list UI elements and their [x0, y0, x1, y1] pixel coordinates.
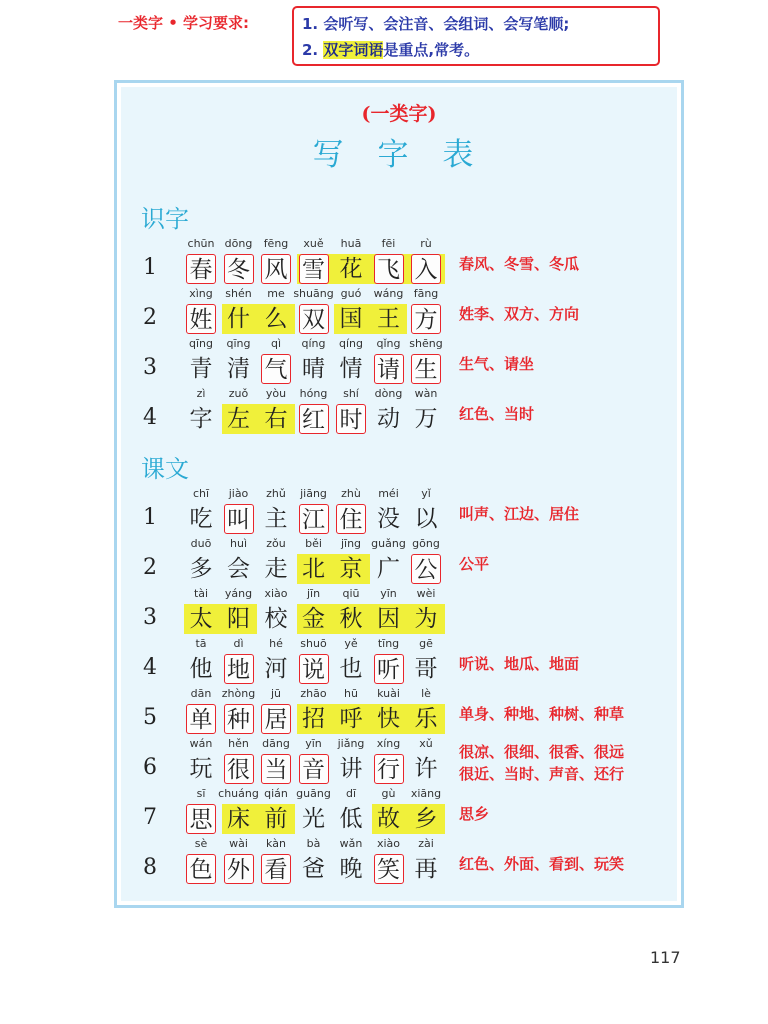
pinyin: dān [190, 687, 212, 700]
pinyin: jīn [306, 587, 321, 600]
word-example-line: 很凉、很细、很香、很远 [459, 743, 625, 761]
page-number: 117 [650, 948, 681, 967]
boxed-character: 行 [374, 754, 404, 784]
row-number: 8 [143, 855, 157, 880]
pinyin: qián [264, 787, 288, 800]
pinyin: qíng [339, 337, 363, 350]
boxed-character: 色 [186, 854, 216, 884]
pinyin: xuě [303, 237, 324, 250]
boxed-character: 住 [336, 504, 366, 534]
pinyin: zì [196, 387, 206, 400]
char-row [121, 687, 683, 737]
boxed-character: 单 [186, 704, 216, 734]
pinyin: kuài [377, 687, 400, 700]
pinyin: wèi [416, 587, 436, 600]
word-examples [459, 503, 579, 525]
section-title: 课文 [141, 455, 189, 483]
pinyin: jū [270, 687, 282, 700]
pinyin: wài [229, 837, 248, 850]
pinyin: dāng [262, 737, 290, 750]
character: 讲 [339, 756, 363, 782]
pinyin: duō [190, 537, 212, 550]
boxed-character: 双 [299, 304, 329, 334]
pinyin: wán [189, 737, 213, 750]
requirement-line-2 [302, 37, 650, 63]
char-row [121, 837, 683, 887]
word-examples [459, 303, 579, 325]
boxed-character: 很 [224, 754, 254, 784]
pinyin: shēng [409, 337, 443, 350]
word-examples [459, 553, 489, 575]
pinyin: zài [418, 837, 434, 850]
character: 前 [264, 806, 288, 832]
pinyin: sè [194, 837, 208, 850]
row-number: 2 [143, 305, 157, 330]
boxed-character: 冬 [224, 254, 254, 284]
pinyin: zhāo [300, 687, 327, 700]
character: 他 [189, 656, 213, 682]
boxed-character: 叫 [224, 504, 254, 534]
pinyin: xiào [376, 837, 401, 850]
char-row [121, 537, 683, 587]
word-example-line: 红色、外面、看到、玩笑 [459, 855, 625, 873]
pinyin: tài [193, 587, 209, 600]
pinyin: guǎng [371, 537, 406, 550]
word-example-line: 叫声、江边、居住 [459, 505, 580, 523]
boxed-character: 说 [299, 654, 329, 684]
character: 花 [339, 256, 363, 282]
pinyin: fāng [413, 287, 439, 300]
pinyin: huì [230, 537, 247, 550]
character: 校 [264, 606, 288, 632]
pinyin: zhù [341, 487, 361, 500]
boxed-character: 看 [261, 854, 291, 884]
row-number: 1 [143, 505, 157, 530]
char-cell [408, 737, 444, 787]
character: 会 [227, 556, 250, 582]
requirement-line-1: 1. 会听写、会注音、会组词、会写笔顺; [302, 15, 570, 33]
pinyin: zǒu [266, 537, 286, 550]
pinyin: jiǎng [337, 737, 365, 750]
pinyin: qì [270, 337, 282, 350]
pinyin: yáng [224, 587, 253, 600]
row-number: 2 [143, 555, 157, 580]
pinyin: gē [419, 637, 433, 650]
character: 京 [339, 556, 363, 582]
boxed-character: 春 [186, 254, 216, 284]
character: 吃 [189, 506, 213, 532]
word-examples [459, 353, 534, 375]
requirement-line-2-suffix: 是重点,常考。 [383, 41, 480, 59]
boxed-character: 种 [224, 704, 254, 734]
character: 走 [264, 556, 288, 582]
char-cell [408, 387, 444, 437]
char-cell [408, 237, 444, 287]
word-examples [459, 741, 624, 785]
boxed-character: 外 [224, 854, 254, 884]
boxed-character: 风 [261, 254, 291, 284]
character: 动 [377, 406, 400, 432]
boxed-character: 雪 [299, 254, 329, 284]
requirements-box [292, 6, 660, 66]
boxed-character: 时 [336, 404, 366, 434]
requirements-label: 一类字 • 学习要求: [118, 14, 250, 32]
pinyin: dòng [374, 387, 403, 400]
character: 低 [339, 806, 363, 832]
pinyin: chuáng [218, 787, 259, 800]
character: 晴 [302, 356, 325, 382]
pinyin: xǔ [419, 737, 433, 750]
pinyin: dì [233, 637, 244, 650]
character: 秋 [339, 606, 363, 632]
character: 没 [377, 506, 400, 532]
pinyin: xìng [189, 287, 213, 300]
pinyin: méi [378, 487, 399, 500]
character: 爸 [302, 856, 325, 882]
boxed-character: 听 [374, 654, 404, 684]
word-examples [459, 853, 624, 875]
pinyin: shí [343, 387, 359, 400]
pinyin: jīng [340, 537, 362, 550]
character: 床 [227, 806, 250, 832]
char-row [121, 387, 683, 437]
word-example-line: 很近、当时、声音、还行 [459, 765, 625, 783]
boxed-character: 请 [374, 354, 404, 384]
boxed-character: 思 [186, 804, 216, 834]
pinyin: jiāng [300, 487, 327, 500]
char-row [121, 587, 683, 637]
word-example-line: 公平 [459, 555, 490, 573]
pinyin: zhòng [221, 687, 256, 700]
pinyin: zhǔ [266, 487, 286, 500]
pinyin: me [267, 287, 285, 300]
character: 右 [264, 406, 288, 432]
pinyin: gōng [412, 537, 440, 550]
char-row [121, 337, 683, 387]
word-example-line: 生气、请坐 [459, 355, 535, 373]
requirement-line-2-prefix: 2. [302, 41, 324, 59]
pinyin: hěn [228, 737, 249, 750]
word-example-line: 单身、种地、种树、种草 [459, 705, 625, 723]
boxed-character: 飞 [374, 254, 404, 284]
char-cell [408, 637, 444, 687]
pinyin: yòu [265, 387, 287, 400]
boxed-character: 方 [411, 304, 441, 334]
character: 多 [189, 556, 213, 582]
pinyin: tā [195, 637, 207, 650]
chart-title: 写 字 表 [312, 137, 486, 173]
pinyin: dī [345, 787, 357, 800]
char-row [121, 237, 683, 287]
character: 招 [302, 706, 325, 732]
pinyin: chī [192, 487, 210, 500]
pinyin: shuāng [293, 287, 334, 300]
word-examples [459, 403, 534, 425]
character: 也 [339, 656, 363, 682]
panel-inner [121, 87, 677, 901]
pinyin: wàn [414, 387, 438, 400]
character: 许 [414, 756, 438, 782]
pinyin: xiào [264, 587, 288, 600]
character: 左 [227, 406, 250, 432]
character: 青 [189, 356, 213, 382]
char-cell [408, 687, 444, 737]
pinyin: běi [305, 537, 322, 550]
pinyin: huā [340, 237, 362, 250]
character: 光 [302, 806, 325, 832]
character: 国 [339, 306, 363, 332]
character: 晚 [339, 856, 363, 882]
word-example-line: 姓李、双方、方向 [459, 305, 580, 323]
word-example-line: 思乡 [459, 805, 490, 823]
row-number: 5 [143, 705, 157, 730]
boxed-character: 入 [411, 254, 441, 284]
pinyin: hū [344, 687, 358, 700]
word-example-line: 春风、冬雪、冬瓜 [459, 255, 580, 273]
char-cell [408, 537, 444, 587]
pinyin: shuō [300, 637, 327, 650]
boxed-character: 地 [224, 654, 254, 684]
pinyin: hóng [299, 387, 328, 400]
pinyin: sī [196, 787, 206, 800]
row-number: 1 [143, 255, 157, 280]
pinyin: fēng [263, 237, 289, 250]
pinyin: xiāng [410, 787, 442, 800]
character: 呼 [339, 706, 363, 732]
word-example-line: 红色、当时 [459, 405, 535, 423]
word-examples [459, 253, 579, 275]
pinyin: qīng [226, 337, 251, 350]
char-row [121, 637, 683, 687]
pinyin: chūn [187, 237, 215, 250]
character: 玩 [189, 756, 213, 782]
character: 金 [302, 606, 325, 632]
boxed-character: 公 [411, 554, 441, 584]
word-example-line: 听说、地瓜、地面 [459, 655, 580, 673]
char-cell [408, 287, 444, 337]
character: 再 [414, 856, 438, 882]
pinyin: yīn [380, 587, 397, 600]
character: 情 [339, 356, 363, 382]
word-examples [459, 803, 489, 825]
boxed-character: 气 [261, 354, 291, 384]
character: 字 [189, 406, 213, 432]
row-number: 7 [143, 805, 157, 830]
boxed-character: 生 [411, 354, 441, 384]
character: 哥 [414, 656, 438, 682]
char-cell [408, 487, 444, 537]
section-title: 识字 [141, 205, 189, 233]
pinyin: wǎn [339, 837, 363, 850]
character: 王 [377, 306, 400, 332]
pinyin: fēi [381, 237, 396, 250]
character: 因 [377, 606, 400, 632]
boxed-character: 姓 [186, 304, 216, 334]
character: 主 [264, 506, 288, 532]
boxed-character: 居 [261, 704, 291, 734]
row-number: 3 [143, 355, 157, 380]
chart-subtitle: (一类字) [361, 103, 437, 125]
character: 乐 [414, 706, 438, 732]
character: 么 [264, 306, 288, 332]
row-number: 4 [143, 655, 157, 680]
pinyin: yě [344, 637, 358, 650]
char-cell [408, 337, 444, 387]
pinyin: gù [381, 787, 396, 800]
character: 清 [227, 356, 250, 382]
char-row [121, 487, 683, 537]
pinyin: qíng [301, 337, 326, 350]
pinyin: hé [269, 637, 283, 650]
pinyin: qīng [189, 337, 213, 350]
pinyin: lè [421, 687, 431, 700]
word-examples [459, 703, 624, 725]
char-cell [408, 587, 444, 637]
row-number: 4 [143, 405, 157, 430]
pinyin: jiào [228, 487, 249, 500]
char-row [121, 787, 683, 837]
character: 为 [414, 606, 438, 632]
pinyin: xíng [376, 737, 401, 750]
pinyin: tīng [377, 637, 400, 650]
pinyin: yīn [305, 737, 322, 750]
pinyin: yǐ [421, 487, 431, 500]
boxed-character: 红 [299, 404, 329, 434]
pinyin: bà [306, 837, 321, 850]
character: 阳 [227, 606, 250, 632]
char-row [121, 737, 683, 787]
pinyin: rù [420, 237, 432, 250]
pinyin: dōng [224, 237, 253, 250]
writing-chart-panel [114, 80, 684, 908]
pinyin: shén [225, 287, 252, 300]
boxed-character: 当 [261, 754, 291, 784]
character: 什 [227, 306, 250, 332]
character: 以 [414, 506, 438, 532]
pinyin: guó [340, 287, 362, 300]
pinyin: guāng [296, 787, 331, 800]
character: 河 [264, 656, 288, 682]
char-cell [408, 837, 444, 887]
character: 快 [377, 706, 400, 732]
pinyin: zuǒ [228, 387, 249, 400]
character: 北 [302, 556, 325, 582]
character: 太 [189, 606, 213, 632]
character: 广 [377, 556, 400, 582]
boxed-character: 江 [299, 504, 329, 534]
row-number: 6 [143, 755, 157, 780]
character: 故 [377, 806, 400, 832]
character: 乡 [414, 806, 438, 832]
pinyin: wáng [373, 287, 404, 300]
boxed-character: 音 [299, 754, 329, 784]
boxed-character: 笑 [374, 854, 404, 884]
word-examples [459, 653, 579, 675]
row-number: 3 [143, 605, 157, 630]
char-cell [408, 787, 444, 837]
character: 万 [414, 406, 438, 432]
char-row [121, 287, 683, 337]
pinyin: qiū [342, 587, 360, 600]
pinyin: qǐng [376, 337, 401, 350]
requirement-highlight: 双字词语 [323, 41, 384, 59]
pinyin: kàn [266, 837, 286, 850]
